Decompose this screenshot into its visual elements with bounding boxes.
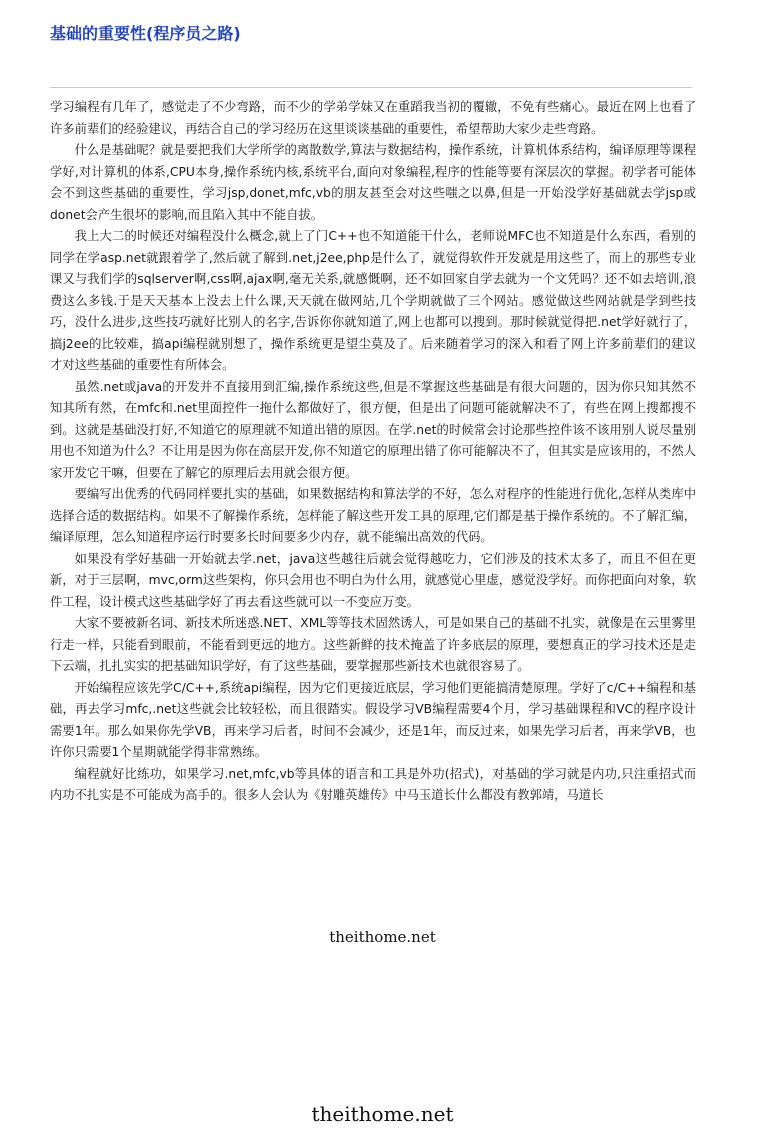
paragraph-net-java: 虽然.net或java的开发并不直接用到汇编,操作系统这些,但是不掌握这些基础是有很大问题的，因为你只知其然不知其所有然，在mfc和.net里面控件一拖什么都做好了，很方便，但是出了问题可能就解决不了，有些在网上搜都搜不到。这就是基础没打好,不知道它的原理就不知道出错的原因。在学.net的时候常会讨论那些控件该不该用别人说尽量别用也不知道为什么？不让用是因为你在高层开发,你不知道它的原理出错了你可能解决不了，但其实是应该用的，不然人家开发它干嘛，但要在了解它的原理后去用就会很方便。 bbox=[50, 379, 696, 480]
article-body bbox=[50, 97, 696, 807]
site-watermark: theithome.net bbox=[329, 928, 436, 946]
paragraph-good-code: 要编写出优秀的代码同样要扎实的基础，如果数据结构和算法学的不好，怎么对程序的性能进行优化,怎样从类库中选择合适的数据结构。如果不了解操作系统，怎样能了解这些开发工具的原理,它们都是基于操作系统的。不了解汇编，编译原理，怎么知道程序运行时要多长时间要多少内存，就不能编出高效的代码。 bbox=[50, 487, 696, 544]
paragraph-without-basics: 如果没有学好基础一开始就去学.net，java这些越往后就会觉得越吃力，它们涉及的技术太多了，而且不但在更新，对于三层啊，mvc,orm这些架构，你只会用也不明白为什么用，就感觉心里虚，感觉没学好。而你把面向对象，软件工程，设计模式这些基础学好了再去看这些就可以一不变应万变。 bbox=[50, 551, 696, 609]
document-title: 基础的重要性(程序员之路) bbox=[50, 24, 241, 43]
paragraph-start-with-c: 开始编程应该先学C/C++,系统api编程，因为它们更接近底层，学习他们更能搞清楚原理。学好了c/C++编程和基础，再去学习mfc,.net这些就会比较轻松，而且很踏实。假设学习VB编程需要4个月，学习基础课程和VC的程序设计需要1年。那么如果你先学VB，再来学习后者，时间不会减少，还是1年，而反过来，如果先学习后者，再来学VB，也许你只需要1个星期就能学得非常熟练。 bbox=[50, 680, 696, 759]
paragraph-kung-fu-analogy: 编程就好比练功，如果学习.net,mfc,vb等具体的语言和工具是外功(招式)，对基础的学习就是内功,只注重招式而内功不扎实是不可能成为高手的。很多人会认为《射雕英雄传》中马玉道长什么都没有教郭靖，马道长 bbox=[50, 766, 696, 802]
paragraph-new-technologies: 大家不要被新名词、新技术所迷惑.NET、XML等等技术固然诱人，可是如果自己的基础不扎实，就像是在云里雾里行走一样，只能看到眼前，不能看到更远的地方。这些新鲜的技术掩盖了许多底层的原理，要想真正的学习技术还是走下云端，扎扎实实的把基础知识学好，有了这些基础，要掌握那些新技术也就很容易了。 bbox=[50, 616, 696, 673]
paragraph-personal-experience: 我上大二的时候还对编程没什么概念,就上了门C++也不知道能干什么，老师说MFC也不知道是什么东西，看别的同学在学asp.net就跟着学了,然后就了解到.net,j2ee,php是什么了，就觉得软件开发就是用这些了，而上的那些专业课又与我们学的sqlserver啊,css啊,ajax啊,毫无关系,就感慨啊，还不如回家自学去就为一个文凭吗？还不如去培训,浪费这么多钱.于是天天基本上没去上什么课,天天就在做网站,几个学期就做了三个网站。感觉做这些网站就是学到些技巧，没什么进步,这些技巧就好比别人的名字,告诉你你就知道了,网上也都可以搜到。那时候就觉得把.net学好就行了，搞j2ee的比较难，搞api编程就别想了，操作系统更是望尘莫及了。后来随着学习的深入和看了网上许多前辈们的建议才对这些基础的重要性有所体会。 bbox=[50, 229, 696, 372]
footer-site-name: theithome.net bbox=[311, 1102, 454, 1126]
title-divider bbox=[50, 87, 692, 88]
paragraph-intro: 学习编程有几年了，感觉走了不少弯路，而不少的学弟学妹又在重蹈我当初的覆辙，不免有些痛心。最近在网上也看了许多前辈们的经验建议，再结合自己的学习经历在这里谈谈基础的重要性，希望帮助大家少走些弯路。 bbox=[50, 100, 696, 136]
paragraph-what-is-basics: 什么是基础呢？就是要把我们大学所学的离散数学,算法与数据结构，操作系统，计算机体系结构，编译原理等课程学好,对计算机的体系,CPU本身,操作系统内核,系统平台,面向对象编程,程序的性能等要有深层次的掌握。初学者可能体会不到这些基础的重要性，学习jsp,donet,mfc,vb的朋友甚至会对这些嗤之以鼻,但是一开始没学好基础就去学jsp或donet会产生很坏的影响,而且陷入其中不能自拔。 bbox=[50, 143, 696, 222]
